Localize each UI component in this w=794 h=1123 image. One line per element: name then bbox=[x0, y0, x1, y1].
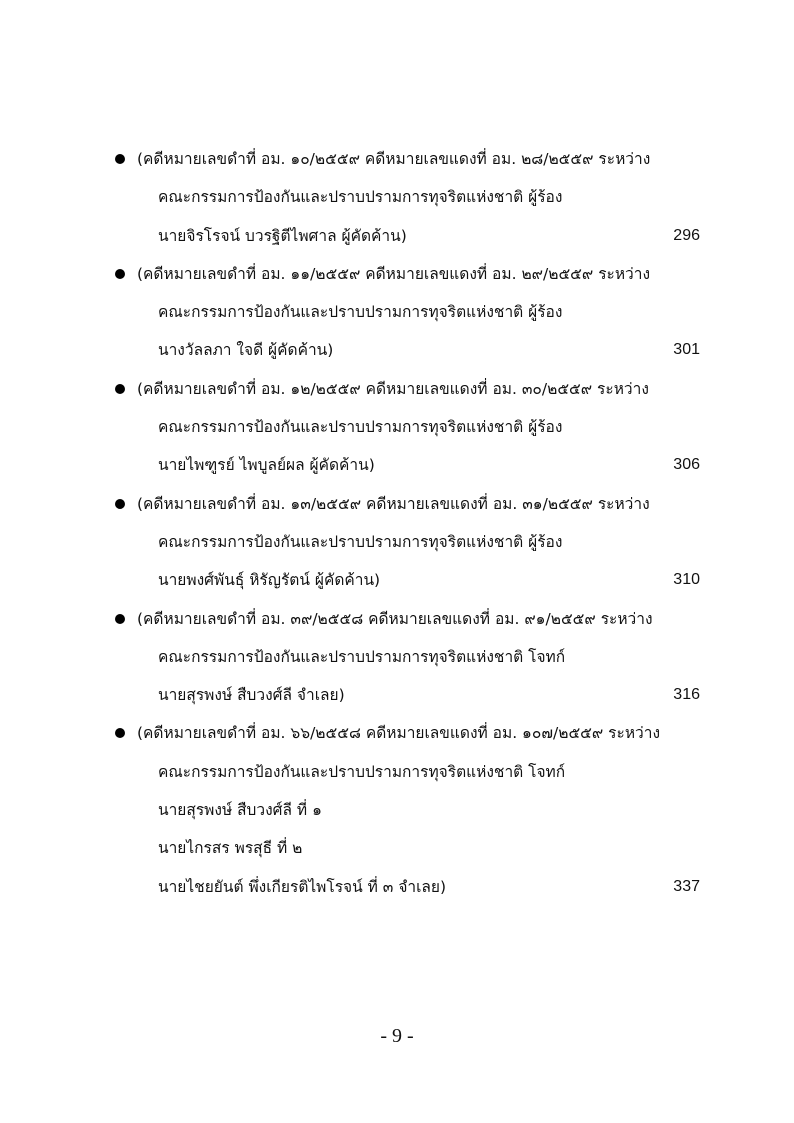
entry-line-2 bbox=[0, 408, 794, 446]
entry-line-1 bbox=[0, 485, 794, 523]
entry-line-1 bbox=[0, 255, 794, 293]
page-number: 316 bbox=[673, 686, 700, 704]
entry-line-2 bbox=[0, 638, 794, 676]
entry-line-3 bbox=[0, 676, 794, 714]
page-number: 296 bbox=[673, 226, 700, 244]
entry-line-2 bbox=[0, 523, 794, 561]
case-entry bbox=[0, 255, 794, 370]
plaintiff: คณะกรรมการป้องกันและปราบปรามการทุจริตแห่งชาติ ผู้ร้อง bbox=[158, 188, 563, 207]
defendant: นายสุรพงษ์ สืบวงศ์ลี จำเลย) bbox=[158, 686, 345, 705]
bullet-icon bbox=[115, 154, 125, 164]
case-numbers: (คดีหมายเลขดำที่ อม. ๑๒/๒๕๕๙ คดีหมายเลขแดงที่ อม. ๓๐/๒๕๕๙ ระหว่าง bbox=[137, 379, 649, 398]
page-number: 310 bbox=[673, 571, 700, 589]
bullet-icon bbox=[115, 384, 125, 394]
defendant: นายไพฑูรย์ ไพบูลย์ผล ผู้คัดค้าน) bbox=[158, 456, 375, 475]
plaintiff: คณะกรรมการป้องกันและปราบปรามการทุจริตแห่งชาติ ผู้ร้อง bbox=[158, 303, 563, 322]
page-number: 301 bbox=[673, 341, 700, 359]
bullet-icon bbox=[115, 728, 125, 738]
entry-line-1 bbox=[0, 714, 794, 752]
entry-line-2 bbox=[0, 753, 794, 791]
defendant: นายจิรโรจน์ บวรฐิตีไพศาล ผู้คัดค้าน) bbox=[158, 226, 407, 245]
defendant-1: นายสุรพงษ์ สืบวงศ์ลี ที่ ๑ bbox=[158, 801, 322, 820]
entry-line-5 bbox=[0, 868, 794, 906]
entry-line-1 bbox=[0, 370, 794, 408]
case-entry bbox=[0, 714, 794, 905]
plaintiff: คณะกรรมการป้องกันและปราบปรามการทุจริตแห่งชาติ โจทก์ bbox=[158, 647, 566, 666]
bullet-icon bbox=[115, 499, 125, 509]
bullet-icon bbox=[115, 269, 125, 279]
case-entry bbox=[0, 370, 794, 485]
page-number: 306 bbox=[673, 456, 700, 474]
entry-line-1 bbox=[0, 140, 794, 178]
defendant: นายพงศ์พันธุ์ หิรัญรัตน์ ผู้คัดค้าน) bbox=[158, 571, 381, 590]
case-entry bbox=[0, 485, 794, 600]
entry-line-4 bbox=[0, 829, 794, 867]
case-index-list bbox=[0, 140, 794, 906]
entry-line-3 bbox=[0, 561, 794, 599]
case-numbers: (คดีหมายเลขดำที่ อม. ๑๑/๒๕๕๙ คดีหมายเลขแดงที่ อม. ๒๙/๒๕๕๙ ระหว่าง bbox=[137, 264, 651, 283]
entry-line-2 bbox=[0, 293, 794, 331]
case-entry bbox=[0, 140, 794, 255]
entry-line-1 bbox=[0, 600, 794, 638]
case-entry bbox=[0, 600, 794, 715]
case-numbers: (คดีหมายเลขดำที่ อม. ๑๐/๒๕๕๙ คดีหมายเลขแดงที่ อม. ๒๘/๒๕๕๙ ระหว่าง bbox=[137, 150, 651, 168]
case-numbers: (คดีหมายเลขดำที่ อม. ๑๓/๒๕๕๙ คดีหมายเลขแดงที่ อม. ๓๑/๒๕๕๙ ระหว่าง bbox=[137, 494, 650, 513]
page-number: 337 bbox=[673, 877, 700, 895]
case-numbers: (คดีหมายเลขดำที่ อม. ๓๙/๒๕๕๘ คดีหมายเลขแดงที่ อม. ๙๑/๒๕๕๙ ระหว่าง bbox=[137, 609, 653, 628]
defendant-2: นายไกรสร พรสุธี ที่ ๒ bbox=[158, 839, 303, 858]
page-footer: - 9 - bbox=[380, 1025, 414, 1047]
defendant-3: นายไชยยันต์ พึ่งเกียรติไพโรจน์ ที่ ๓ จำเลย) bbox=[158, 877, 447, 896]
case-numbers: (คดีหมายเลขดำที่ อม. ๖๖/๒๕๕๘ คดีหมายเลขแดงที่ อม. ๑๐๗/๒๕๕๙ ระหว่าง bbox=[137, 724, 661, 743]
plaintiff: คณะกรรมการป้องกันและปราบปรามการทุจริตแห่งชาติ ผู้ร้อง bbox=[158, 532, 563, 551]
plaintiff: คณะกรรมการป้องกันและปราบปรามการทุจริตแห่งชาติ โจทก์ bbox=[158, 762, 566, 781]
bullet-icon bbox=[115, 614, 125, 624]
plaintiff: คณะกรรมการป้องกันและปราบปรามการทุจริตแห่งชาติ ผู้ร้อง bbox=[158, 418, 563, 437]
entry-line-3 bbox=[0, 446, 794, 484]
entry-line-3 bbox=[0, 791, 794, 829]
defendant: นางวัลลภา ใจดี ผู้คัดค้าน) bbox=[158, 341, 334, 360]
entry-line-3 bbox=[0, 331, 794, 369]
entry-line-3 bbox=[0, 217, 794, 255]
entry-line-2 bbox=[0, 178, 794, 216]
